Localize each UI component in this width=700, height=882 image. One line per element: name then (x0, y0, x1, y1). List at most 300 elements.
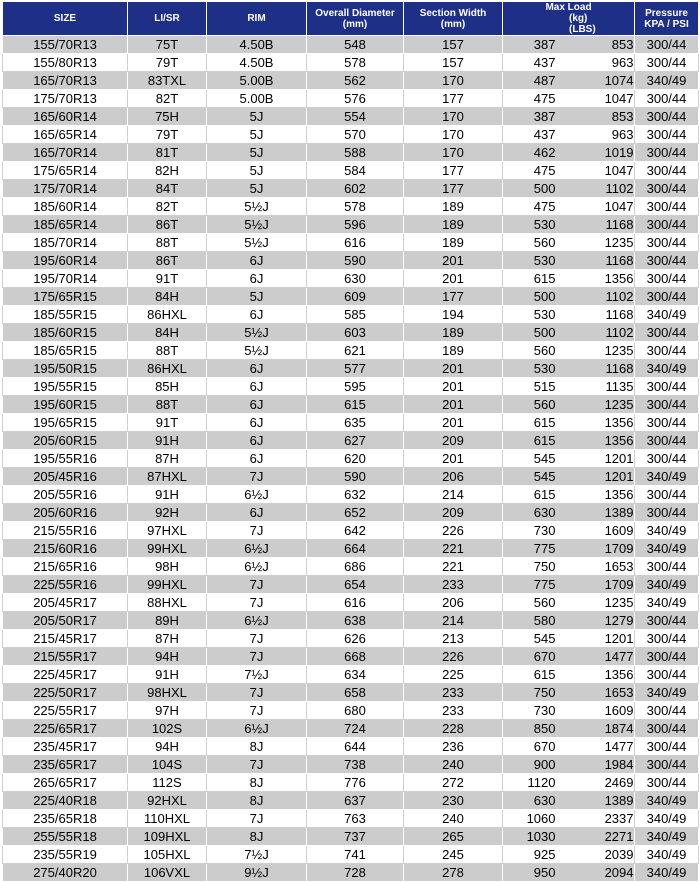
table-row (3, 684, 699, 702)
cell-pressure: 340/49 (635, 828, 699, 846)
cell-load-kg: 615 (533, 667, 556, 682)
cell-max-load (503, 720, 635, 738)
table-row (3, 342, 699, 360)
cell-load-kg: 545 (533, 631, 556, 646)
cell-rim: 5J (207, 126, 307, 144)
cell-load-kg: 500 (533, 325, 556, 340)
cell-max-load (503, 414, 635, 432)
cell-pressure: 300/44 (635, 180, 699, 198)
table-row (3, 126, 699, 144)
cell-rim: 7J (207, 648, 307, 666)
cell-load-lbs: 1653 (604, 685, 634, 700)
cell-pressure: 340/49 (635, 306, 699, 324)
cell-pressure: 300/44 (635, 486, 699, 504)
cell-max-load (503, 504, 635, 522)
cell-size: 185/55R15 (3, 306, 128, 324)
cell-load-lbs: 1356 (604, 667, 634, 682)
cell-lisr: 104S (128, 756, 207, 774)
header-width-line2: (mm) (440, 18, 466, 30)
cell-rim: 5½J (207, 324, 307, 342)
cell-max-load (503, 522, 635, 540)
cell-load-kg: 850 (533, 721, 556, 736)
cell-load-kg: 1120 (527, 775, 556, 790)
table-row (3, 666, 699, 684)
cell-lisr: 86HXL (128, 360, 207, 378)
cell-pressure: 340/49 (635, 522, 699, 540)
cell-load-lbs: 1389 (604, 505, 634, 520)
table-row (3, 432, 699, 450)
cell-width: 226 (404, 522, 503, 540)
cell-diameter: 578 (307, 198, 404, 216)
cell-load-kg: 950 (533, 865, 556, 880)
cell-width: 209 (404, 504, 503, 522)
cell-max-load (503, 846, 635, 864)
cell-load-lbs: 1235 (604, 595, 634, 610)
cell-load-lbs: 1609 (604, 523, 634, 538)
cell-pressure: 300/44 (635, 324, 699, 342)
cell-size: 225/40R18 (3, 792, 128, 810)
cell-load-lbs: 1709 (604, 577, 634, 592)
cell-width: 170 (404, 108, 503, 126)
table-row (3, 828, 699, 846)
cell-diameter: 741 (307, 846, 404, 864)
table-row (3, 252, 699, 270)
table-row (3, 468, 699, 486)
cell-load-kg: 500 (533, 289, 556, 304)
cell-diameter: 630 (307, 270, 404, 288)
cell-size: 275/40R20 (3, 864, 128, 882)
cell-rim: 6J (207, 396, 307, 414)
cell-load-lbs: 1201 (604, 451, 634, 466)
cell-rim: 7½J (207, 666, 307, 684)
table-row (3, 720, 699, 738)
cell-load-kg: 487 (533, 73, 556, 88)
cell-lisr: 85H (128, 378, 207, 396)
cell-lisr: 87H (128, 630, 207, 648)
cell-diameter: 595 (307, 378, 404, 396)
cell-width: 206 (404, 594, 503, 612)
cell-size: 175/65R15 (3, 288, 128, 306)
cell-width: 189 (404, 342, 503, 360)
table-row (3, 144, 699, 162)
cell-lisr: 84H (128, 324, 207, 342)
cell-diameter: 615 (307, 396, 404, 414)
cell-rim: 5.00B (207, 72, 307, 90)
cell-diameter: 737 (307, 828, 404, 846)
table-row (3, 54, 699, 72)
cell-max-load (503, 648, 635, 666)
cell-width: 214 (404, 612, 503, 630)
cell-diameter: 616 (307, 594, 404, 612)
cell-size: 225/50R17 (3, 684, 128, 702)
cell-width: 240 (404, 810, 503, 828)
cell-lisr: 79T (128, 126, 207, 144)
table-row (3, 630, 699, 648)
cell-rim: 7J (207, 810, 307, 828)
cell-width: 278 (404, 864, 503, 882)
header-diameter-line2: (mm) (342, 18, 368, 30)
cell-size: 195/60R15 (3, 396, 128, 414)
cell-load-lbs: 1235 (604, 397, 634, 412)
cell-load-kg: 1060 (526, 811, 556, 826)
cell-load-lbs: 2094 (604, 865, 634, 880)
cell-lisr: 99HXL (128, 540, 207, 558)
cell-load-lbs: 1235 (604, 343, 634, 358)
cell-diameter: 548 (307, 36, 404, 54)
cell-lisr: 91H (128, 486, 207, 504)
cell-size: 225/45R17 (3, 666, 128, 684)
cell-lisr: 88HXL (128, 594, 207, 612)
cell-diameter: 596 (307, 216, 404, 234)
cell-pressure: 300/44 (635, 234, 699, 252)
cell-rim: 8J (207, 738, 307, 756)
cell-width: 189 (404, 234, 503, 252)
header-size: SIZE (3, 2, 128, 36)
cell-diameter: 642 (307, 522, 404, 540)
cell-load-kg: 437 (533, 127, 556, 142)
cell-max-load (503, 792, 635, 810)
cell-diameter: 638 (307, 612, 404, 630)
cell-load-lbs: 1709 (604, 541, 634, 556)
cell-max-load (503, 36, 635, 54)
cell-max-load (503, 324, 635, 342)
cell-lisr: 92H (128, 504, 207, 522)
cell-width: 170 (404, 72, 503, 90)
cell-max-load (503, 666, 635, 684)
cell-load-kg: 750 (533, 559, 556, 574)
cell-load-kg: 560 (533, 343, 556, 358)
header-load-line2: (kg) (LBS) (569, 13, 596, 35)
cell-width: 189 (404, 324, 503, 342)
cell-size: 235/55R19 (3, 846, 128, 864)
cell-width: 177 (404, 288, 503, 306)
cell-max-load (503, 540, 635, 558)
cell-lisr: 97HXL (128, 522, 207, 540)
table-row (3, 612, 699, 630)
cell-rim: 4.50B (207, 36, 307, 54)
cell-pressure: 300/44 (635, 54, 699, 72)
header-lisr: LI/SR (128, 2, 207, 36)
cell-load-kg: 670 (533, 649, 556, 664)
cell-load-kg: 580 (533, 613, 556, 628)
cell-size: 235/65R17 (3, 756, 128, 774)
cell-max-load (503, 450, 635, 468)
cell-load-lbs: 2039 (604, 847, 634, 862)
cell-max-load (503, 774, 635, 792)
cell-size: 195/55R16 (3, 450, 128, 468)
cell-diameter: 603 (307, 324, 404, 342)
table-row (3, 234, 699, 252)
cell-width: 201 (404, 270, 503, 288)
cell-max-load (503, 198, 635, 216)
cell-max-load (503, 810, 635, 828)
cell-load-kg: 630 (533, 793, 556, 808)
table-row (3, 486, 699, 504)
cell-size: 225/65R17 (3, 720, 128, 738)
cell-width: 201 (404, 360, 503, 378)
cell-load-kg: 387 (533, 37, 556, 52)
cell-load-lbs: 1047 (604, 199, 634, 214)
cell-diameter: 686 (307, 558, 404, 576)
cell-load-kg: 545 (533, 451, 556, 466)
cell-pressure: 300/44 (635, 450, 699, 468)
cell-lisr: 86T (128, 216, 207, 234)
cell-max-load (503, 360, 635, 378)
cell-rim: 6½J (207, 558, 307, 576)
table-row (3, 108, 699, 126)
cell-rim: 5J (207, 162, 307, 180)
cell-max-load (503, 612, 635, 630)
cell-pressure: 300/44 (635, 252, 699, 270)
cell-width: 177 (404, 90, 503, 108)
cell-diameter: 627 (307, 432, 404, 450)
cell-diameter: 588 (307, 144, 404, 162)
cell-load-lbs: 1047 (604, 91, 634, 106)
cell-width: 201 (404, 252, 503, 270)
cell-pressure: 300/44 (635, 90, 699, 108)
cell-width: 170 (404, 144, 503, 162)
cell-load-lbs: 1356 (604, 487, 634, 502)
cell-size: 195/70R14 (3, 270, 128, 288)
cell-size: 185/60R14 (3, 198, 128, 216)
cell-lisr: 92HXL (128, 792, 207, 810)
cell-rim: 6J (207, 450, 307, 468)
cell-width: 240 (404, 756, 503, 774)
cell-pressure: 300/44 (635, 738, 699, 756)
cell-rim: 5½J (207, 216, 307, 234)
cell-load-lbs: 2271 (604, 829, 634, 844)
cell-lisr: 86T (128, 252, 207, 270)
cell-size: 205/60R15 (3, 432, 128, 450)
table-row (3, 72, 699, 90)
cell-max-load (503, 72, 635, 90)
cell-rim: 5J (207, 288, 307, 306)
cell-diameter: 668 (307, 648, 404, 666)
table-row (3, 504, 699, 522)
cell-pressure: 300/44 (635, 198, 699, 216)
cell-pressure: 300/44 (635, 378, 699, 396)
cell-load-lbs: 1168 (605, 361, 634, 376)
header-section-width (404, 2, 503, 36)
cell-max-load (503, 576, 635, 594)
cell-diameter: 654 (307, 576, 404, 594)
cell-load-lbs: 1102 (605, 289, 634, 304)
cell-size: 185/65R14 (3, 216, 128, 234)
cell-width: 228 (404, 720, 503, 738)
cell-max-load (503, 162, 635, 180)
cell-pressure: 300/44 (635, 720, 699, 738)
cell-rim: 7J (207, 594, 307, 612)
cell-max-load (503, 252, 635, 270)
cell-rim: 5J (207, 108, 307, 126)
cell-diameter: 652 (307, 504, 404, 522)
cell-pressure: 300/44 (635, 666, 699, 684)
cell-max-load (503, 864, 635, 882)
table-row (3, 810, 699, 828)
cell-lisr: 98HXL (128, 684, 207, 702)
cell-rim: 5½J (207, 342, 307, 360)
cell-rim: 6J (207, 504, 307, 522)
cell-load-lbs: 1201 (604, 631, 634, 646)
cell-size: 155/70R13 (3, 36, 128, 54)
cell-lisr: 79T (128, 54, 207, 72)
table-row (3, 648, 699, 666)
cell-load-lbs: 1168 (605, 253, 634, 268)
cell-pressure: 300/44 (635, 558, 699, 576)
cell-load-kg: 475 (533, 163, 556, 178)
table-body (3, 36, 699, 882)
cell-pressure: 300/44 (635, 126, 699, 144)
cell-max-load (503, 126, 635, 144)
table-row (3, 396, 699, 414)
cell-max-load (503, 828, 635, 846)
cell-lisr: 105HXL (128, 846, 207, 864)
cell-max-load (503, 396, 635, 414)
cell-lisr: 88T (128, 342, 207, 360)
cell-rim: 7J (207, 756, 307, 774)
cell-load-kg: 730 (533, 703, 556, 718)
cell-max-load (503, 468, 635, 486)
cell-load-kg: 475 (533, 199, 556, 214)
cell-rim: 5½J (207, 234, 307, 252)
table-row (3, 864, 699, 882)
cell-width: 265 (404, 828, 503, 846)
cell-size: 185/60R15 (3, 324, 128, 342)
cell-rim: 6½J (207, 720, 307, 738)
cell-lisr: 84H (128, 288, 207, 306)
cell-load-kg: 530 (533, 307, 556, 322)
cell-size: 235/65R18 (3, 810, 128, 828)
cell-width: 201 (404, 450, 503, 468)
cell-lisr: 84T (128, 180, 207, 198)
table-row (3, 792, 699, 810)
cell-rim: 5½J (207, 198, 307, 216)
table-row (3, 36, 699, 54)
cell-diameter: 616 (307, 234, 404, 252)
cell-rim: 5.00B (207, 90, 307, 108)
cell-load-kg: 545 (533, 469, 556, 484)
cell-lisr: 91T (128, 414, 207, 432)
cell-load-kg: 437 (533, 55, 556, 70)
cell-max-load (503, 684, 635, 702)
cell-load-lbs: 1235 (604, 235, 634, 250)
cell-lisr: 109HXL (128, 828, 207, 846)
cell-diameter: 609 (307, 288, 404, 306)
cell-load-kg: 530 (533, 361, 556, 376)
cell-size: 205/50R17 (3, 612, 128, 630)
cell-max-load (503, 702, 635, 720)
cell-diameter: 562 (307, 72, 404, 90)
cell-rim: 9½J (207, 864, 307, 882)
cell-load-lbs: 2469 (604, 775, 634, 790)
cell-rim: 7J (207, 468, 307, 486)
cell-width: 177 (404, 162, 503, 180)
cell-load-lbs: 1356 (604, 433, 634, 448)
cell-diameter: 602 (307, 180, 404, 198)
cell-load-kg: 730 (533, 523, 556, 538)
cell-size: 165/60R14 (3, 108, 128, 126)
cell-size: 215/45R17 (3, 630, 128, 648)
cell-size: 235/45R17 (3, 738, 128, 756)
cell-width: 194 (404, 306, 503, 324)
table-row (3, 540, 699, 558)
cell-lisr: 99HXL (128, 576, 207, 594)
cell-width: 236 (404, 738, 503, 756)
table-row (3, 738, 699, 756)
table-row (3, 576, 699, 594)
cell-width: 157 (404, 54, 503, 72)
cell-load-kg: 775 (533, 541, 556, 556)
cell-max-load (503, 144, 635, 162)
cell-lisr: 87H (128, 450, 207, 468)
cell-diameter: 635 (307, 414, 404, 432)
cell-pressure: 300/44 (635, 144, 699, 162)
cell-size: 215/65R16 (3, 558, 128, 576)
cell-pressure: 300/44 (635, 270, 699, 288)
cell-lisr: 110HXL (128, 810, 207, 828)
cell-pressure: 340/49 (635, 576, 699, 594)
cell-load-kg: 615 (533, 271, 556, 286)
cell-load-kg: 630 (533, 505, 556, 520)
cell-load-lbs: 1356 (604, 271, 634, 286)
cell-size: 225/55R17 (3, 702, 128, 720)
cell-diameter: 724 (307, 720, 404, 738)
cell-lisr: 88T (128, 234, 207, 252)
header-max-load (503, 2, 635, 36)
cell-size: 175/65R14 (3, 162, 128, 180)
cell-width: 209 (404, 432, 503, 450)
table-row (3, 774, 699, 792)
cell-load-lbs: 1047 (604, 163, 634, 178)
cell-load-kg: 515 (533, 379, 556, 394)
cell-pressure: 300/44 (635, 36, 699, 54)
cell-diameter: 590 (307, 252, 404, 270)
cell-pressure: 340/49 (635, 72, 699, 90)
cell-max-load (503, 594, 635, 612)
cell-size: 165/70R14 (3, 144, 128, 162)
table-row (3, 90, 699, 108)
cell-pressure: 300/44 (635, 108, 699, 126)
cell-max-load (503, 180, 635, 198)
cell-diameter: 664 (307, 540, 404, 558)
cell-load-lbs: 1168 (605, 217, 634, 232)
cell-pressure: 300/44 (635, 216, 699, 234)
cell-rim: 6J (207, 360, 307, 378)
cell-rim: 4.50B (207, 54, 307, 72)
cell-rim: 7J (207, 522, 307, 540)
cell-diameter: 632 (307, 486, 404, 504)
cell-width: 272 (404, 774, 503, 792)
cell-lisr: 94H (128, 648, 207, 666)
cell-width: 213 (404, 630, 503, 648)
cell-load-lbs: 1356 (604, 415, 634, 430)
cell-load-kg: 615 (533, 487, 556, 502)
table-row (3, 198, 699, 216)
cell-load-kg: 775 (533, 577, 556, 592)
cell-pressure: 340/49 (635, 684, 699, 702)
cell-size: 175/70R13 (3, 90, 128, 108)
header-rim: RIM (207, 2, 307, 36)
cell-pressure: 300/44 (635, 648, 699, 666)
cell-load-lbs: 1074 (604, 73, 634, 88)
cell-size: 185/65R15 (3, 342, 128, 360)
cell-lisr: 106VXL (128, 864, 207, 882)
cell-pressure: 300/44 (635, 612, 699, 630)
cell-load-kg: 925 (533, 847, 556, 862)
cell-pressure: 340/49 (635, 360, 699, 378)
cell-width: 189 (404, 216, 503, 234)
cell-load-lbs: 1102 (605, 325, 634, 340)
